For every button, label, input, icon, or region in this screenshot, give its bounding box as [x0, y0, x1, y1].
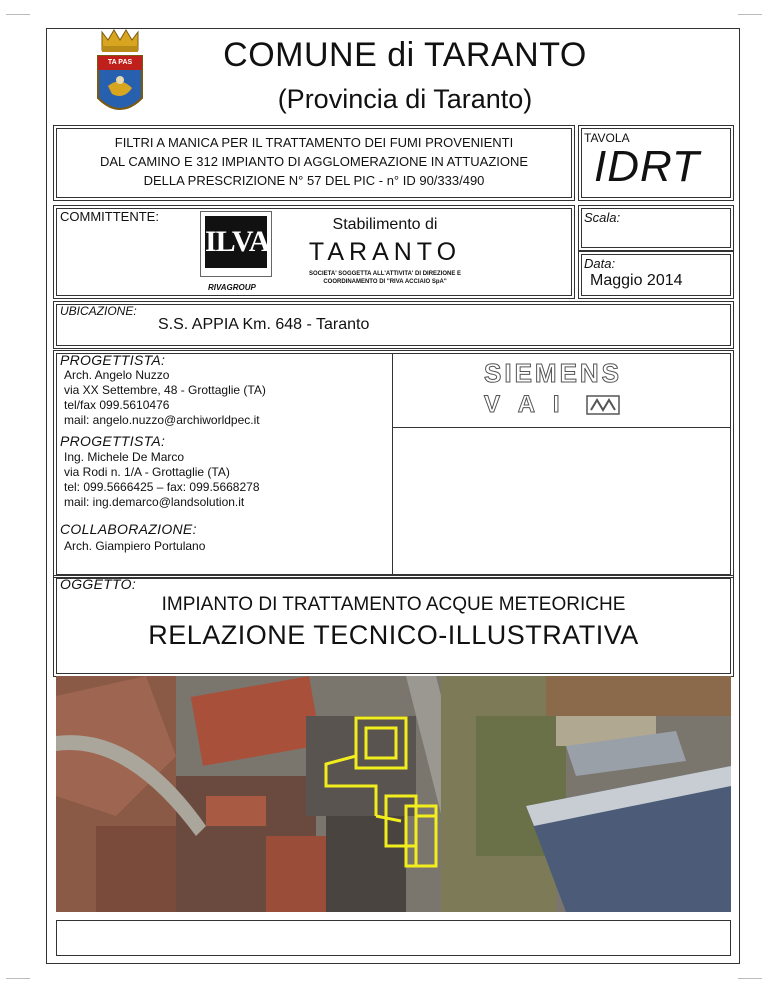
page-title: COMUNE di TARANTO — [223, 36, 587, 74]
vertical-divider — [392, 353, 393, 575]
stabilimento-line2: TARANTO — [308, 238, 462, 266]
data-label-text: Data: — [584, 256, 616, 271]
oggetto-line1: IMPIANTO DI TRATTAMENTO ACQUE METEORICHE — [161, 594, 626, 615]
data-value: Maggio 2014 — [590, 272, 683, 289]
project-line: DAL CAMINO E 312 IMPIANTO DI AGGLOMERAZIONE IN ATTUAZIONE — [99, 154, 529, 169]
progettista2-details — [64, 450, 260, 510]
progettista2-label: PROGETTISTA: — [60, 433, 166, 449]
progettista2-line: mail: ing.demarco@landsolution.it — [64, 495, 245, 509]
crop-mark — [6, 978, 30, 979]
ilva-logo-text: ILVA — [205, 216, 267, 268]
stabilimento-note-line: SOCIETA' SOGGETTA ALL'ATTIVITA' DI DIREZIONE E — [308, 271, 462, 277]
horizontal-divider — [392, 427, 731, 428]
crop-mark — [738, 14, 762, 15]
crop-mark — [738, 978, 762, 979]
tavola-label: TAVOLA — [584, 131, 630, 145]
data-label — [584, 255, 615, 273]
ubicazione-label: UBICAZIONE: — [60, 304, 137, 318]
progettista2-line: tel: 099.5666425 – fax: 099.5668278 — [64, 480, 260, 494]
collaborazione-value: Arch. Giampiero Portulano — [64, 539, 206, 553]
progettista1-line: Arch. Angelo Nuzzo — [64, 368, 170, 382]
stabilimento-line1: Stabilimento di — [332, 216, 438, 233]
page-subtitle: (Provincia di Taranto) — [277, 84, 533, 114]
progettista1-line: via XX Settembre, 48 - Grottaglie (TA) — [64, 383, 266, 397]
progettista1-line: tel/fax 099.5610476 — [64, 398, 170, 412]
crest-logo — [94, 28, 146, 120]
oggetto-line2: RELAZIONE TECNICO-ILLUSTRATIVA — [148, 620, 639, 650]
progettista1-line: mail: angelo.nuzzo@archiworldpec.it — [64, 413, 260, 427]
stabilimento-note — [290, 270, 480, 286]
scala-label — [584, 209, 620, 227]
project-line: DELLA PRESCRIZIONE N° 57 DEL PIC - n° ID 90/333/490 — [143, 173, 485, 188]
ubicazione-value: S.S. APPIA Km. 648 - Taranto — [158, 316, 370, 333]
crest-text: TA PAS — [107, 59, 133, 66]
project-line: FILTRI A MANICA PER IL TRATTAMENTO DEI FUMI PROVENIENTI — [114, 135, 514, 150]
collaborazione-label: COLLABORAZIONE: — [60, 521, 197, 537]
vai-logo-icon — [586, 395, 620, 420]
stabilimento-note-line: COORDINAMENTO DI "RIVA ACCIAIO SpA" — [323, 279, 447, 285]
tavola-value: IDRT — [594, 142, 700, 191]
progettista2-line: Ing. Michele De Marco — [64, 450, 185, 464]
ilva-logo — [200, 211, 272, 277]
project-description — [56, 133, 572, 190]
oggetto-label: OGGETTO: — [60, 576, 137, 592]
footer-strip — [56, 920, 731, 956]
progettista1-details — [64, 368, 266, 428]
scala-label-text: Scala: — [584, 210, 621, 225]
committente-label: COMMITTENTE: — [60, 209, 159, 224]
siemens-logo-text: SIEMENS — [484, 358, 623, 388]
crop-mark — [6, 14, 30, 15]
ilva-logo-sub: RIVAGROUP — [208, 283, 256, 292]
vai-logo-text: V A I — [484, 391, 566, 418]
aerial-photo — [56, 676, 731, 912]
progettista1-label: PROGETTISTA: — [60, 352, 166, 368]
progettista2-line: via Rodi n. 1/A - Grottaglie (TA) — [64, 465, 230, 479]
